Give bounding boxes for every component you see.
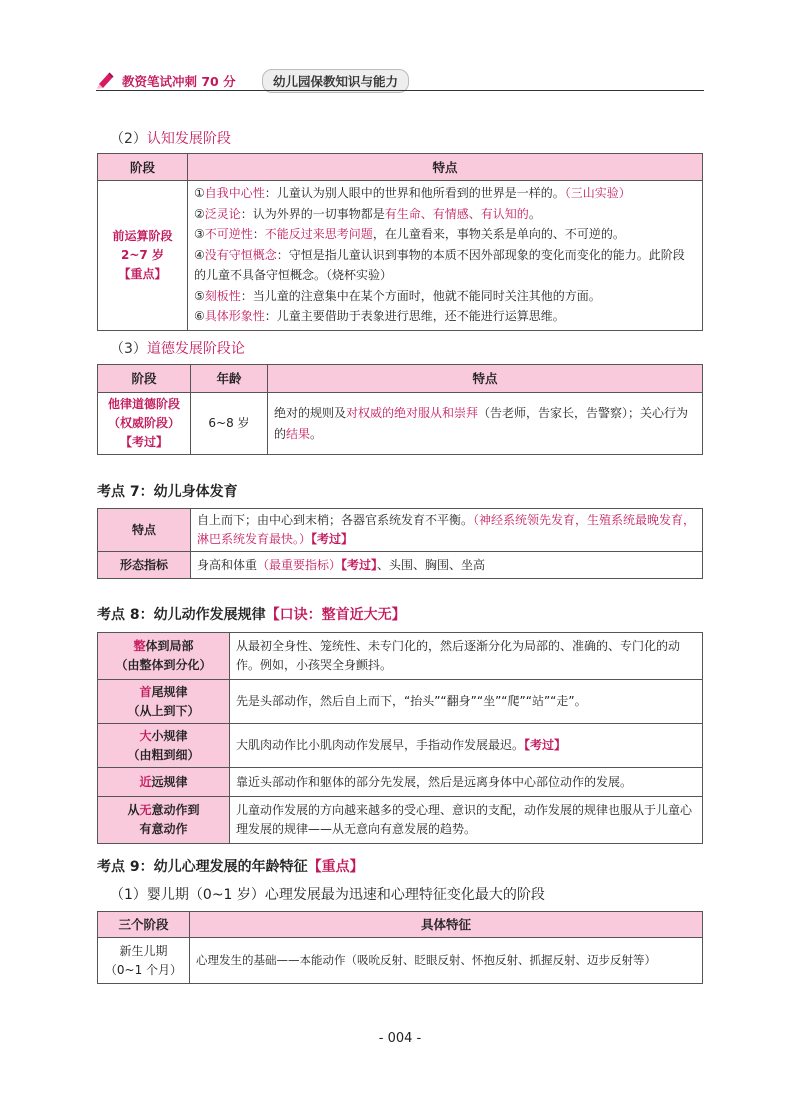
text: 绝对的规则及 bbox=[274, 405, 347, 420]
note: （三山实验） bbox=[564, 186, 631, 200]
mnemonic-char: 无 bbox=[139, 803, 152, 817]
note: （最重要指标） bbox=[257, 557, 342, 572]
text: ：守恒是指儿童认识到事物的本质不因外部现象的变化而变化的能力。此阶段的儿童不具备守恒概念。（烧杯实验） bbox=[194, 247, 685, 282]
rule-name bbox=[104, 683, 223, 702]
rule-label bbox=[98, 680, 230, 724]
col-header-features: 具体特征 bbox=[190, 912, 703, 938]
feature-line bbox=[194, 306, 696, 327]
bullet: ③ bbox=[194, 227, 205, 241]
feature-line bbox=[194, 286, 696, 307]
note: （神经系统领先发育，生殖系统最晚发育，淋巴系统发育最快。） bbox=[197, 513, 696, 546]
section-cognitive-heading bbox=[110, 128, 231, 148]
body-development-table bbox=[97, 508, 703, 579]
mnemonic-char: 整 bbox=[133, 639, 146, 653]
rule-name bbox=[104, 637, 223, 656]
key-tag: 【重点】 bbox=[307, 859, 364, 875]
text: 尾规律 bbox=[151, 684, 188, 699]
rule-text: 从最初全身性、笼统性、未专门化的，然后逐渐分化为局部的、准确的、专门化的动作。例如，小孩哭全身颤抖。 bbox=[230, 633, 703, 680]
stage-cell bbox=[98, 181, 188, 331]
cognitive-table bbox=[97, 153, 703, 331]
term: 自我中心性 bbox=[204, 186, 265, 200]
kp8-title bbox=[97, 604, 406, 624]
col-header-stage: 阶段 bbox=[98, 365, 191, 393]
bullet: ② bbox=[194, 206, 205, 221]
kp9-title bbox=[97, 856, 364, 876]
col-header-stages: 三个阶段 bbox=[98, 912, 190, 938]
bullet: ⑤ bbox=[194, 288, 205, 303]
section-number: （3） bbox=[110, 341, 147, 357]
term: 没有守恒概念 bbox=[204, 247, 277, 262]
col-header-age: 年龄 bbox=[191, 365, 268, 393]
text: 体到局部 bbox=[145, 639, 194, 653]
stage-age: 2~7 岁 bbox=[121, 247, 164, 262]
text: （告老师，告家长，告警察）；关心行为的 bbox=[274, 405, 689, 441]
term: 不可逆性 bbox=[204, 227, 253, 241]
text: 从 bbox=[127, 803, 140, 817]
rule-name bbox=[104, 727, 223, 746]
rule-text: 先是头部动作，然后自上而下，“抬头”“翻身”“坐”“爬”“站”“走”。 bbox=[230, 680, 703, 724]
exam-tag: 【考过】 bbox=[311, 532, 354, 546]
text: ：当儿童的注意集中在某个方面时，他就不能同时关注其他的方面。 bbox=[240, 288, 601, 303]
kp-title-text: 考点 8：幼儿动作发展规律 bbox=[97, 607, 266, 623]
section-title: 认知发展阶段 bbox=[146, 131, 231, 147]
rule-label bbox=[98, 724, 230, 768]
emphasis: 不能反过来思考问题 bbox=[264, 227, 373, 241]
bullet: ① bbox=[194, 186, 205, 200]
exam-tag: 【考过】 bbox=[341, 557, 378, 572]
bullet: ④ bbox=[194, 247, 205, 262]
stage-alt: （权威阶段） bbox=[107, 416, 180, 430]
rule-label bbox=[98, 768, 230, 797]
text: 远规律 bbox=[151, 774, 188, 789]
term: 刻板性 bbox=[204, 288, 241, 303]
text: 意动作到 bbox=[151, 803, 200, 817]
section-number: （2） bbox=[110, 131, 147, 147]
stage-name: 新生儿期 bbox=[119, 943, 168, 958]
rule-sub: （由粗到细） bbox=[127, 747, 200, 762]
term: 具体形象性 bbox=[204, 309, 265, 323]
text: ：儿童认为别人眼中的世界和他所看到的世界是一样的。 bbox=[264, 186, 565, 200]
pencil-icon bbox=[96, 70, 116, 90]
feature-line bbox=[194, 183, 696, 204]
text: 。 bbox=[528, 206, 541, 221]
rule-text: 儿童动作发展的方向越来越多的受心理、意识的支配，动作发展的规律也服从于儿童心理发展的规律——从无意向有意发展的趋势。 bbox=[230, 797, 703, 844]
section-moral-heading bbox=[110, 338, 245, 358]
feature-line bbox=[194, 204, 696, 225]
stage-tag: 【重点】 bbox=[118, 266, 167, 281]
col-header-feature: 特点 bbox=[268, 365, 703, 393]
feature-line bbox=[194, 224, 696, 245]
exam-tag: 【考过】 bbox=[524, 738, 567, 752]
stage-cell bbox=[98, 938, 190, 984]
rule-sub: （由整体到分化） bbox=[115, 658, 212, 672]
text: 。 bbox=[310, 426, 323, 441]
stage-tag: 【考过】 bbox=[119, 435, 168, 449]
feature-cell bbox=[268, 393, 703, 455]
text: ：儿童主要借助于表象进行思维，还不能进行运算思维。 bbox=[264, 309, 565, 323]
rule-text: 靠近头部动作和躯体的部分先发展，然后是远离身体中心部位动作的发展。 bbox=[230, 768, 703, 797]
mnemonic-char: 首 bbox=[139, 684, 152, 699]
bullet: ⑥ bbox=[194, 309, 205, 323]
text: ：认为外界的一切事物都是 bbox=[240, 206, 385, 221]
rule-sub: （从上到下） bbox=[127, 703, 200, 718]
text: ： bbox=[252, 227, 265, 241]
rule-name bbox=[104, 801, 223, 820]
emphasis: 结果 bbox=[286, 426, 311, 441]
feature-line bbox=[194, 245, 696, 286]
kp-title-text: 考点 9：幼儿心理发展的年龄特征 bbox=[97, 859, 308, 875]
rule-label bbox=[98, 797, 230, 844]
stage-age: （0~1 个月） bbox=[104, 962, 183, 977]
feature-cell bbox=[188, 181, 703, 331]
emphasis: 有生命、有情感、有认知的 bbox=[384, 206, 529, 221]
kp7-title: 考点 7：幼儿身体发育 bbox=[97, 484, 238, 500]
text: 小规律 bbox=[151, 728, 188, 743]
section-title: 道德发展阶段论 bbox=[146, 341, 245, 357]
page-number: - 004 - bbox=[378, 1031, 422, 1046]
feature-text: 心理发生的基础——本能动作（吸吮反射、眨眼反射、怀抱反射、抓握反射、迈步反射等） bbox=[190, 938, 703, 984]
stage-name: 前运算阶段 bbox=[112, 228, 173, 243]
mnemonic-char: 大 bbox=[139, 728, 152, 743]
rule-sub: 有意动作 bbox=[139, 822, 188, 836]
emphasis: 对权威的绝对服从和崇拜 bbox=[346, 405, 479, 420]
text: 自上而下；由中心到末梢；各器官系统发育不平衡。 bbox=[197, 513, 474, 527]
text: ，在儿童看来，事物关系是单向的、不可逆的。 bbox=[372, 227, 625, 241]
text: 、头围、胸围、坐高 bbox=[377, 557, 486, 572]
rule-label bbox=[98, 633, 230, 680]
moral-table bbox=[97, 364, 703, 455]
page-header bbox=[96, 66, 704, 92]
infancy-table bbox=[97, 911, 703, 984]
col-header-stage: 阶段 bbox=[98, 154, 188, 181]
row-label: 特点 bbox=[98, 509, 191, 552]
row-label: 形态指标 bbox=[98, 552, 191, 579]
subject-badge: 幼儿园保教知识与能力 bbox=[262, 69, 409, 93]
term: 泛灵论 bbox=[204, 206, 241, 221]
book-title: 教资笔试冲刺 70 分 bbox=[122, 74, 236, 89]
mnemonic-char: 近 bbox=[139, 774, 152, 789]
header-rule bbox=[96, 90, 704, 91]
rule-text bbox=[230, 724, 703, 768]
mnemonic-tag: 【口诀：整首近大无】 bbox=[265, 607, 406, 623]
row-text bbox=[191, 552, 703, 579]
text: 身高和体重 bbox=[197, 557, 258, 572]
row-text bbox=[191, 509, 703, 552]
motor-rules-table bbox=[97, 632, 703, 844]
infancy-subheading: （1）婴儿期（0~1 岁）心理发展最为迅速和心理特征变化最大的阶段 bbox=[110, 887, 545, 903]
stage-name: 他律道德阶段 bbox=[107, 397, 180, 411]
text: 大肌肉动作比小肌肉动作发展早，手指动作发展最迟。 bbox=[236, 738, 525, 752]
stage-cell bbox=[98, 393, 191, 455]
col-header-feature: 特点 bbox=[188, 154, 703, 181]
age-cell: 6~8 岁 bbox=[191, 393, 268, 455]
